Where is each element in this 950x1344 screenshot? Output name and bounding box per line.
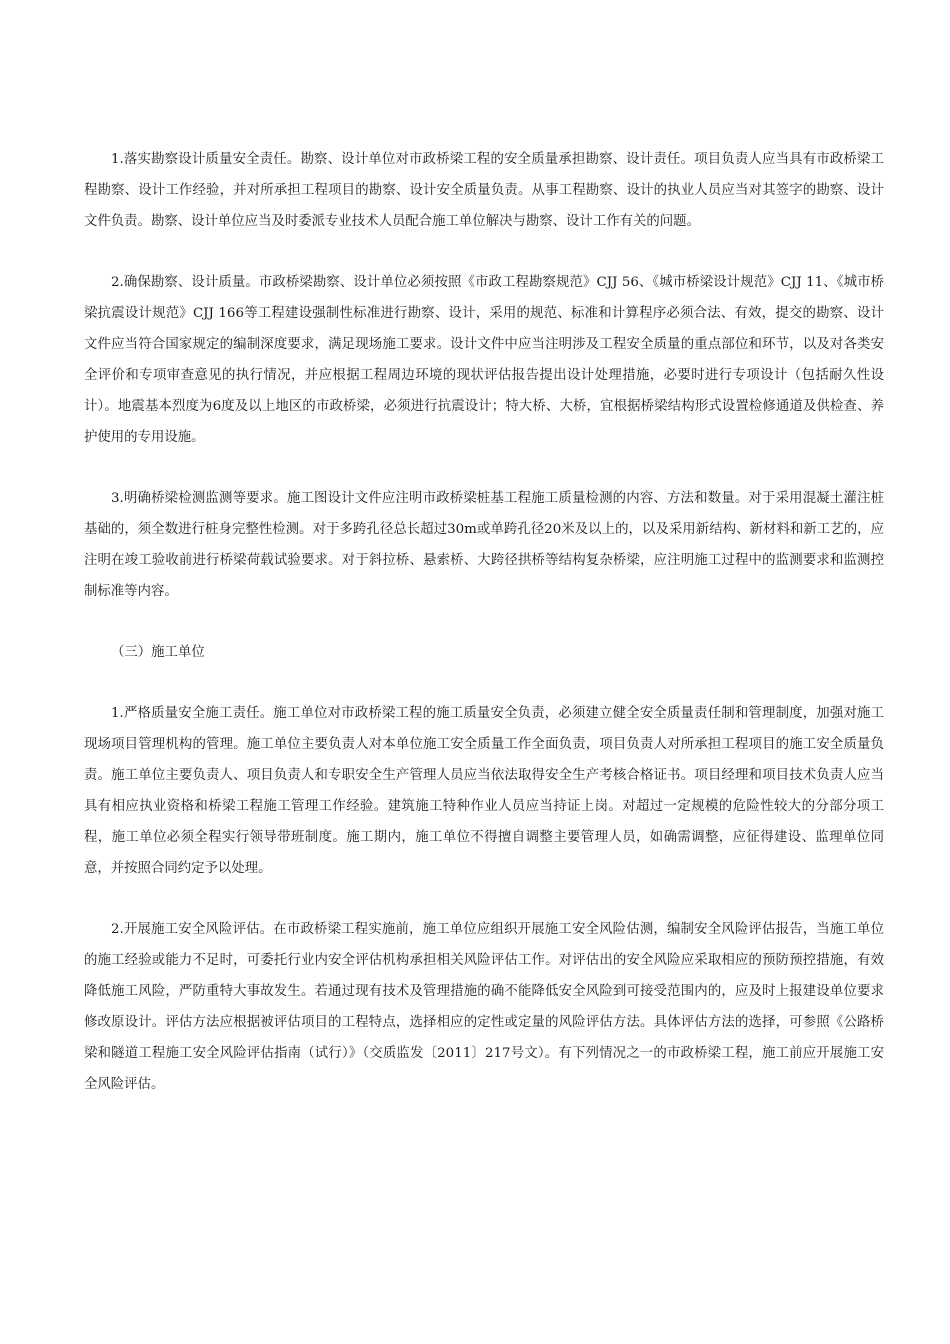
paragraph-survey-design-quality: 2.确保勘察、设计质量。市政桥梁勘察、设计单位必须按照《市政工程勘察规范》CJJ 56、《城市桥梁设计规范》CJJ 11、《城市桥梁抗震设计规范》CJJ 166等工程建设强制性标准进行勘察、设计，采用的规范、标准和计算程序必须合法、有效，提交的勘察、设计文件应当符合国家规定的编制深度要求，满足现场施工要求。设计文件中应当注明涉及工程安全质量的重点部位和环节，以及对各类安全评价和专项审查意见的执行情况，并应根据工程周边环境的现状评估报告提出设计处理措施，必要时进行专项设计（包括耐久性设计）。地震基本烈度为6度及以上地区的市政桥梁，必须进行抗震设计；特大桥、大桥，宜根据桥梁结构形式设置检修通道及供检查、养护使用的专用设施。 xyxy=(84,275,884,445)
paragraph-risk-assessment: 2.开展施工安全风险评估。在市政桥梁工程实施前，施工单位应组织开展施工安全风险估测，编制安全风险评估报告，当施工单位的施工经验或能力不足时，可委托行业内安全评估机构承担相关风险评估工作。对评估出的安全风险应采取相应的预防预控措施，有效降低施工风险，严防重特大事故发生。若通过现有技术及管理措施的确不能降低安全风险到可接受范围内的，应及时上报建设单位要求修改原设计。评估方法应根据被评估项目的工程特点，选择相应的定性或定量的风险评估方法。具体评估方法的选择，可参照《公路桥梁和隧道工程施工安全风险评估指南（试行）》（交质监发〔2011〕217号文）。有下列情况之一的市政桥梁工程，施工前应开展施工安全风险评估。 xyxy=(84,922,884,1092)
document-body xyxy=(84,144,884,1130)
paragraph-construction-responsibility: 1.严格质量安全施工责任。施工单位对市政桥梁工程的施工质量安全负责，必须建立健全安全质量责任制和管理制度，加强对施工现场项目管理机构的管理。施工单位主要负责人对本单位施工安全质量工作全面负责，项目负责人对所承担工程项目的施工安全质量负责。施工单位主要负责人、项目负责人和专职安全生产管理人员应当依法取得安全生产考核合格证书。项目经理和项目技术负责人应当具有相应执业资格和桥梁工程施工管理工作经验。建筑施工特种作业人员应当持证上岗。对超过一定规模的危险性较大的分部分项工程，施工单位必须全程实行领导带班制度。施工期内，施工单位不得擅自调整主要管理人员，如确需调整，应征得建设、监理单位同意，并按照合同约定予以处理。 xyxy=(84,706,884,876)
section-heading-construction-unit: （三）施工单位 xyxy=(111,645,205,660)
paragraph-bridge-inspection-monitoring: 3.明确桥梁检测监测等要求。施工图设计文件应注明市政桥梁桩基工程施工质量检测的内容、方法和数量。对于采用混凝土灌注桩基础的，须全数进行桩身完整性检测。对于多跨孔径总长超过30m或单跨孔径20米及以上的，以及采用新结构、新材料和新工艺的，应注明在竣工验收前进行桥梁荷载试验要求。对于斜拉桥、悬索桥、大跨径拱桥等结构复杂桥梁，应注明施工过程中的监测要求和监测控制标准等内容。 xyxy=(84,491,884,599)
paragraph-survey-design-responsibility: 1.落实勘察设计质量安全责任。勘察、设计单位对市政桥梁工程的安全质量承担勘察、设计责任。项目负责人应当具有市政桥梁工程勘察、设计工作经验，并对所承担工程项目的勘察、设计安全质量负责。从事工程勘察、设计的执业人员应当对其签字的勘察、设计文件负责。勘察、设计单位应当及时委派专业技术人员配合施工单位解决与勘察、设计工作有关的问题。 xyxy=(84,152,884,229)
